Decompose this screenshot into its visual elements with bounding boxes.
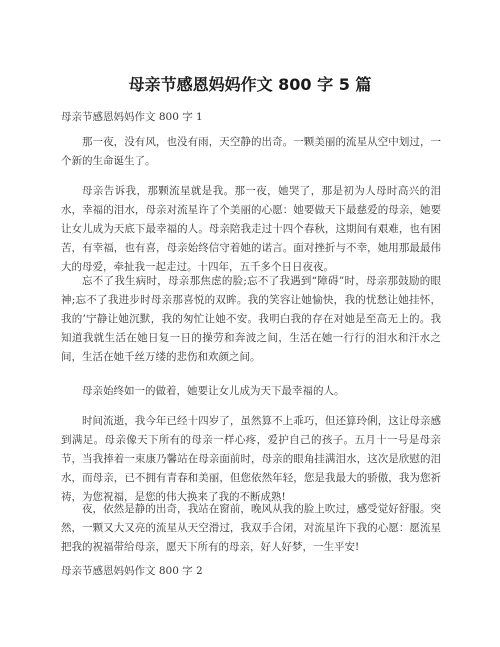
paragraph-2: 母亲告诉我，那颗流星就是我。那一夜，她哭了，那是初为人母时高兴的泪水，幸福的泪水，母亲对流星许了个美丽的心愿：她要做天下最慈爱的母亲，她要让女儿成为天底下最幸福的人。母亲陪我走过十四个春秋，这期间有艰难，也有困苦，有幸福，也有喜，母亲始终信守着她的诺言。面对挫折与不幸，她用那最最伟大的母爱，牵扯我一起走过。十四年，五千多个日日夜夜。	[61, 185, 441, 273]
paragraph-6: 夜，依然是静的出奇，我站在窗前，晚风从我的脸上吹过，感受觉好舒服。突然，一颗又大又亮的流星从天空滑过，我双手合闭，对流星许下我的心愿：愿流星把我的祝福带给母亲，愿天下所有的母亲，好人好梦，一生平安!	[61, 503, 441, 553]
paragraph-1: 那一夜，没有风，也没有雨，天空静的出奇。一颗美丽的流星从空中划过，一个新的生命诞生了。	[61, 136, 441, 167]
section-heading-1: 母亲节感恩妈妈作文 800 字 1	[61, 111, 203, 123]
document-title: 母亲节感恩妈妈作文 800 字 5 篇	[128, 75, 372, 94]
paragraph-5: 时间流逝，我今年已经十四岁了，虽然算不上乖巧，但还算玲俐，这让母亲感到满足。母亲像天下所有的母亲一样心疼，爱护自己的孩子。五月十一号是母亲节，当我捧着一束康乃馨站在母亲面前时，母亲的眼角挂满泪水，这次是欣慰的泪水，而母亲，已不拥有青春和美丽，但您依然年轻，您是我最大的骄傲，我为您祈祷，为您祝福，是您的伟大换来了我的不断成熟!	[61, 415, 441, 503]
paragraph-4: 母亲始终如一的做着，她要让女儿成为天下最幸福的人。	[82, 385, 345, 397]
section-heading-2: 母亲节感恩妈妈作文 800 字 2	[61, 565, 203, 577]
paragraph-3: 忘不了我生病时，母亲那焦虑的脸;忘不了我遇到“障碍”时，母亲那鼓励的眼神;忘不了我进步时母亲那喜悦的双眸。我的笑容让她愉快，我的忧愁让她挂怀，我的’宁静让她沉默，我的匆忙让她不安。我明白我的存在对她是至高无上的。我知道我就生活在她日复一日的操劳和奔波之间，生活在她一行行的泪水和汗水之间，生活在她千丝万缕的悲伤和欢颜之间。	[61, 275, 441, 363]
